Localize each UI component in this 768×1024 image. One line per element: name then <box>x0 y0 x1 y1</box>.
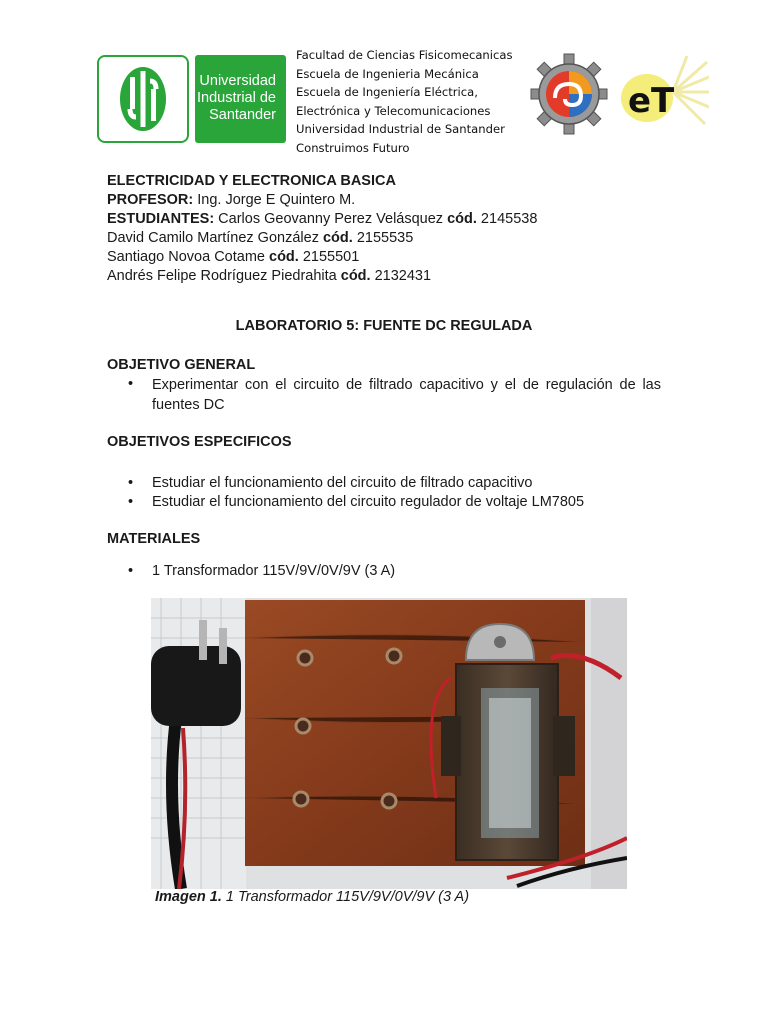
course-title: ELECTRICIDAD Y ELECTRONICA BASICA <box>107 173 396 189</box>
professor-line <box>107 191 355 210</box>
student-name: Andrés Felipe Rodríguez Piedrahita <box>107 268 341 284</box>
faculty-line: Construimos Futuro <box>296 140 410 155</box>
list-item-text: Estudiar el funcionamiento del circuito regulador de voltaje LM7805 <box>152 494 585 510</box>
student-line <box>107 210 537 229</box>
bullet-icon: • <box>128 376 134 392</box>
faculty-line: Facultad de Ciencias Fisicomecanicas <box>296 48 513 62</box>
student-code: 2155501 <box>298 249 360 265</box>
lab-title: LABORATORIO 5: FUENTE DC REGULADA <box>235 318 533 334</box>
student-line <box>107 229 413 248</box>
cod-label: cód. <box>269 249 299 265</box>
student-code: 2145538 <box>476 211 538 227</box>
student-name: Carlos Geovanny Perez Velásquez <box>214 211 448 227</box>
university-name-line: Universidad <box>199 73 276 89</box>
uis-logo <box>97 55 189 143</box>
student-code: 2155535 <box>352 230 414 246</box>
objetivos-especificos-heading: OBJETIVOS ESPECIFICOS <box>107 434 292 450</box>
university-name-line: Santander <box>209 107 276 123</box>
list-item-text: 1 Transformador 115V/9V/0V/9V (3 A) <box>152 563 396 579</box>
list-item-text: Experimentar con el circuito de filtrado capacitivo y el de regulación de las fuentes DC <box>152 377 661 413</box>
list-item <box>128 562 661 581</box>
cod-label: cód. <box>322 230 353 246</box>
et-logo <box>617 52 709 134</box>
faculty-line: Universidad Industrial de Santander <box>296 122 505 136</box>
students-label: ESTUDIANTES: <box>107 211 215 227</box>
professor-name: Ing. Jorge E Quintero M. <box>193 192 356 208</box>
caption-text: 1 Transformador 115V/9V/0V/9V (3 A) <box>221 889 470 905</box>
student-line <box>107 267 431 286</box>
figure-caption <box>155 889 469 905</box>
list-item <box>128 474 661 493</box>
list-item <box>128 493 661 512</box>
student-name: David Camilo Martínez González <box>107 230 323 246</box>
bullet-icon: • <box>128 494 134 510</box>
university-name-block <box>195 55 286 143</box>
cod-label: cód. <box>340 268 371 284</box>
professor-label: PROFESOR: <box>107 192 194 208</box>
uis-logo-emblem-icon <box>99 57 187 141</box>
cod-label: cód. <box>447 211 477 227</box>
faculty-line: Escuela de Ingenieria Mecánica <box>296 66 479 81</box>
list-item <box>128 375 661 415</box>
university-name-line: Industrial de <box>197 90 276 106</box>
et-logo-letters: eT <box>628 81 675 121</box>
student-line <box>107 248 359 267</box>
faculty-line: Electrónica y Telecomunicaciones <box>296 103 491 118</box>
list-item-text: Estudiar el funcionamiento del circuito de filtrado capacitivo <box>152 475 533 491</box>
bullet-icon: • <box>128 475 134 491</box>
materiales-heading: MATERIALES <box>107 531 201 547</box>
transformer-on-wooden-board-photo <box>151 598 627 889</box>
gear-spiral-logo-icon <box>530 52 608 136</box>
student-name: Santiago Novoa Cotame <box>107 249 270 265</box>
caption-label: Imagen 1. <box>155 889 222 905</box>
faculty-info <box>296 46 513 157</box>
student-code: 2132431 <box>370 268 432 284</box>
objetivo-general-heading: OBJETIVO GENERAL <box>107 357 256 373</box>
faculty-line: Escuela de Ingeniería Eléctrica, <box>296 85 478 99</box>
bullet-icon: • <box>128 563 134 579</box>
